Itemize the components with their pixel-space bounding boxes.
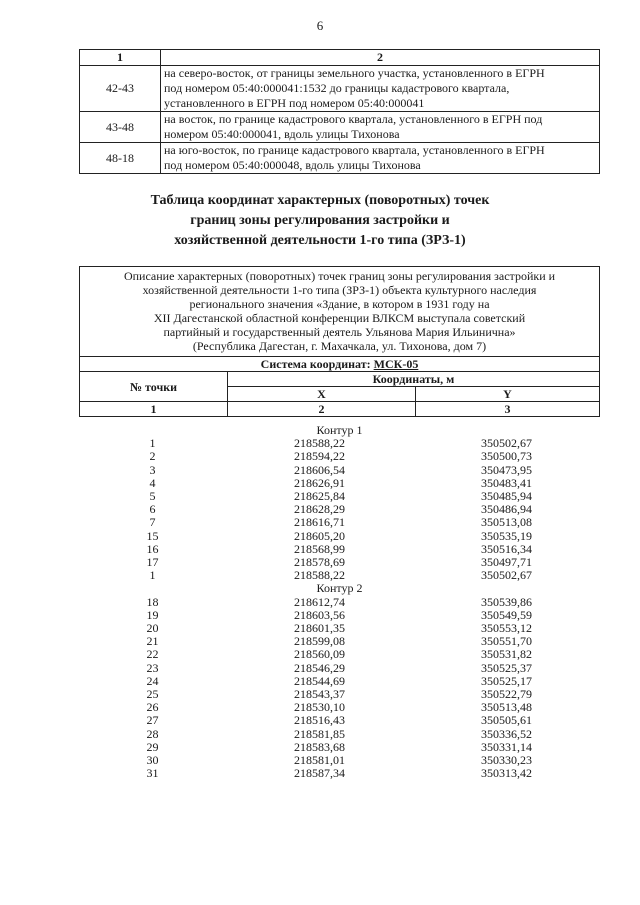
x-coordinate: 218626,91: [294, 475, 345, 490]
contour-label-row: [79, 582, 600, 595]
y-coordinate: 350516,34: [481, 541, 532, 556]
point-number: 5: [149, 489, 156, 504]
table-row: [79, 596, 600, 609]
x-coordinate: 218612,74: [294, 594, 345, 609]
y-coordinate: 350525,17: [481, 673, 532, 688]
title-line: границ зоны регулирования застройки и: [190, 213, 450, 228]
y-coordinate: 350553,12: [481, 621, 532, 636]
table-row: [80, 112, 600, 143]
point-number: 6: [149, 502, 156, 517]
coordinates-list: [79, 424, 600, 780]
segment-description: [161, 112, 600, 143]
x-coordinate: 218594,22: [294, 449, 345, 464]
y-coordinate: 350331,14: [481, 739, 532, 754]
x-coordinate: 218578,69: [294, 555, 345, 570]
contour-label: Контур 2: [316, 581, 363, 596]
point-number: 24: [146, 673, 159, 688]
y-coordinate: 350551,70: [481, 634, 532, 649]
segment-description: [161, 66, 600, 112]
table-row: [80, 143, 600, 174]
x-coordinate: 218544,69: [294, 673, 345, 688]
x-coordinate: 218581,01: [294, 753, 345, 768]
y-coordinate: 350330,23: [481, 753, 532, 768]
contour-label: Контур 1: [316, 423, 363, 437]
point-number: 4: [149, 475, 156, 490]
column-number: 1: [80, 50, 161, 66]
description-line: (Республика Дагестан, г. Махачкала, ул. Тихонова, дом 7): [192, 339, 487, 353]
point-number: 25: [146, 687, 159, 702]
y-coordinate: 350485,94: [481, 489, 532, 504]
point-number: 16: [146, 541, 159, 556]
x-coordinate: 218601,35: [294, 621, 345, 636]
y-coordinate: 350486,94: [481, 502, 532, 517]
x-coordinate: 218588,22: [294, 568, 345, 583]
description-line: регионального значения «Здание, в котором в 1931 году на: [189, 297, 490, 311]
table-row: [79, 530, 600, 543]
coord-system: [80, 357, 600, 372]
y-coordinate: 350502,67: [481, 436, 532, 451]
x-coordinate: 218603,56: [294, 607, 345, 622]
y-coordinate: 350473,95: [481, 462, 532, 477]
point-number: 27: [146, 713, 159, 728]
column-number: 2: [161, 50, 600, 66]
point-number: 20: [146, 621, 159, 636]
point-number: 1: [149, 436, 156, 451]
y-coordinate: 350531,82: [481, 647, 532, 662]
x-coordinate: 218616,71: [294, 515, 345, 530]
object-description: [80, 267, 600, 357]
column-number: 3: [416, 402, 600, 417]
description-line: под номером 05:40:000041:1532 до границы кадастрового квартала,: [164, 81, 510, 95]
y-header: Y: [416, 387, 600, 402]
y-coordinate: 350513,08: [481, 515, 532, 530]
x-coordinate: 218588,22: [294, 436, 345, 451]
description-line: Описание характерных (поворотных) точек границ зоны регулирования застройки и: [123, 269, 556, 283]
x-coordinate: 218543,37: [294, 687, 345, 702]
description-line: XII Дагестанской областной конференции ВЛКСМ выступала советский: [153, 311, 526, 325]
segment-id: 48-18: [80, 143, 161, 174]
column-number: 1: [80, 402, 228, 417]
title-line: хозяйственной деятельности 1-го типа (ЗРЗ-1): [174, 233, 466, 248]
point-number: 21: [146, 634, 159, 649]
x-coordinate: 218530,10: [294, 700, 345, 715]
y-coordinate: 350522,79: [481, 687, 532, 702]
y-coordinate: 350336,52: [481, 726, 532, 741]
x-coordinate: 218625,84: [294, 489, 345, 504]
x-coordinate: 218587,34: [294, 766, 345, 781]
point-number: 17: [146, 555, 159, 570]
x-coordinate: 218628,29: [294, 502, 345, 517]
point-number: 1: [149, 568, 156, 583]
y-coordinate: 350549,59: [481, 607, 532, 622]
title-line: Таблица координат характерных (поворотных) точек: [150, 193, 490, 208]
y-coordinate: 350525,37: [481, 660, 532, 675]
point-number: 30: [146, 753, 159, 768]
coordinates-header: Координаты, м: [228, 372, 600, 387]
point-number: 23: [146, 660, 159, 675]
point-number: 18: [146, 594, 159, 609]
table-row: [79, 714, 600, 727]
point-number: 2: [149, 449, 156, 464]
x-coordinate: 218581,85: [294, 726, 345, 741]
segment-id: 42-43: [80, 66, 161, 112]
point-number: 7: [149, 515, 156, 530]
description-line: на северо-восток, от границы земельного участка, установленного в ЕГРН: [164, 66, 545, 80]
table-row: [79, 648, 600, 661]
y-coordinate: 350535,19: [481, 528, 532, 543]
segment-id: 43-48: [80, 112, 161, 143]
table-row: [79, 450, 600, 463]
coord-system-label: Система координат:: [260, 357, 374, 371]
segment-description: [161, 143, 600, 174]
point-number-header: № точки: [80, 372, 228, 402]
point-number: 28: [146, 726, 159, 741]
y-coordinate: 350502,67: [481, 568, 532, 583]
page-number: 6: [316, 18, 324, 33]
point-number: 22: [146, 647, 159, 662]
y-coordinate: 350539,86: [481, 594, 532, 609]
y-coordinate: 350505,61: [481, 713, 532, 728]
y-coordinate: 350313,42: [481, 766, 532, 781]
description-line: установленного в ЕГРН под номером 05:40:000041: [164, 96, 425, 110]
description-row: [80, 267, 600, 357]
table-header-row: [80, 50, 600, 66]
x-header: X: [228, 387, 416, 402]
description-line: на юго-восток, по границе кадастрового квартала, установленного в ЕГРН: [164, 143, 545, 157]
point-number: 3: [149, 462, 156, 477]
point-number: 26: [146, 700, 159, 715]
y-coordinate: 350513,48: [481, 700, 532, 715]
table-title: [0, 191, 640, 251]
point-number: 29: [146, 739, 159, 754]
coord-system-value: МСК-05: [373, 357, 419, 371]
boundary-description-table: [79, 49, 600, 174]
description-line: номером 05:40:000041, вдоль улицы Тихонова: [164, 127, 400, 141]
coord-system-row: [80, 357, 600, 372]
y-coordinate: 350497,71: [481, 555, 532, 570]
column-number: 2: [228, 402, 416, 417]
x-coordinate: 218546,29: [294, 660, 345, 675]
table-row: [79, 516, 600, 529]
header-row: [80, 372, 600, 387]
description-line: на восток, по границе кадастрового квартала, установленного в ЕГРН под: [164, 112, 543, 126]
y-coordinate: 350500,73: [481, 449, 532, 464]
column-number-row: [80, 402, 600, 417]
x-coordinate: 218568,99: [294, 541, 345, 556]
x-coordinate: 218583,68: [294, 739, 345, 754]
table-row: [80, 66, 600, 112]
x-coordinate: 218606,54: [294, 462, 345, 477]
table-row: [79, 464, 600, 477]
table-row: [79, 662, 600, 675]
y-coordinate: 350483,41: [481, 475, 532, 490]
point-number: 31: [146, 766, 159, 781]
description-line: хозяйственной деятельности 1-го типа (ЗРЗ-1) объекта культурного наследия: [142, 283, 537, 297]
x-coordinate: 218560,09: [294, 647, 345, 662]
description-line: под номером 05:40:000048, вдоль улицы Тихонова: [164, 158, 421, 172]
x-coordinate: 218516,43: [294, 713, 345, 728]
description-line: партийный и государственный деятель Ульянова Мария Ильинична»: [163, 325, 516, 339]
point-number: 15: [146, 528, 159, 543]
x-coordinate: 218605,20: [294, 528, 345, 543]
coordinates-table-header: [79, 266, 600, 417]
x-coordinate: 218599,08: [294, 634, 345, 649]
table-row: [79, 767, 600, 780]
point-number: 19: [146, 607, 159, 622]
table-row: [79, 728, 600, 741]
